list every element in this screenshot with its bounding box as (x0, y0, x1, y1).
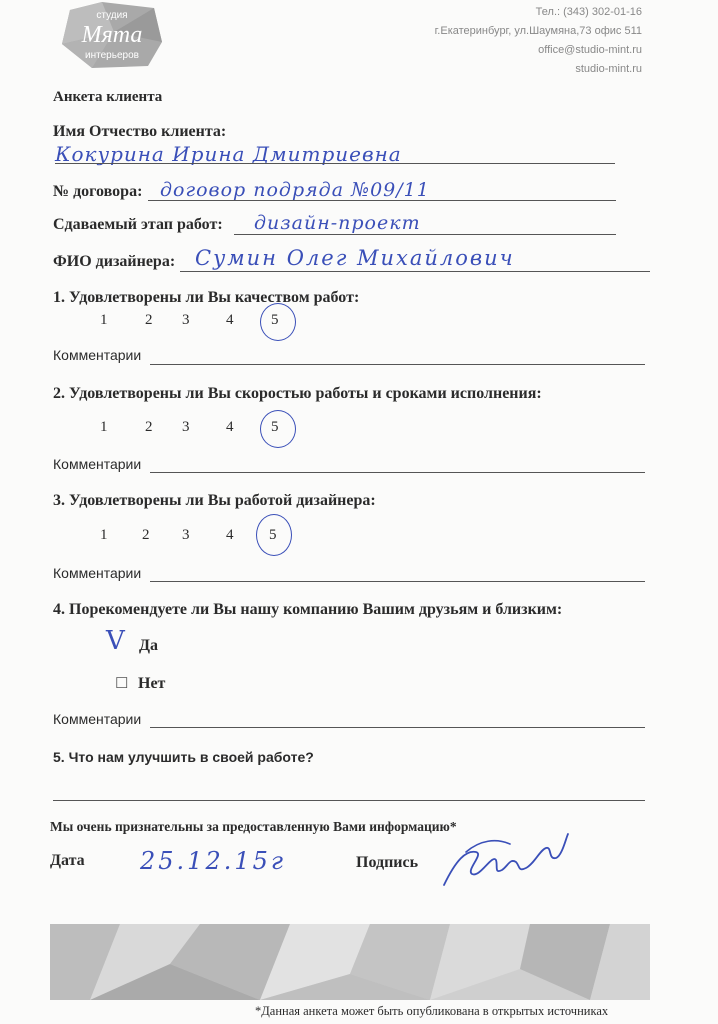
contacts-block (342, 3, 642, 79)
logo-small-bottom: интерьеров (85, 50, 139, 61)
option-no-checkbox[interactable]: ☐ (115, 675, 129, 692)
rating-2-option-2[interactable]: 2 (145, 419, 153, 435)
date-label: Дата (50, 852, 85, 869)
question-3-number: 3. (53, 492, 65, 509)
question-4 (53, 601, 562, 619)
comments-line-1[interactable] (150, 364, 645, 365)
rating-1-option-2[interactable]: 2 (145, 312, 153, 328)
question-2 (53, 385, 542, 403)
logo (62, 2, 162, 68)
comments-label-3: Комментарии (53, 565, 142, 581)
comments-label-4: Комментарии (53, 711, 142, 727)
comments-label-2: Комментарии (53, 456, 142, 472)
rating-2-option-1[interactable]: 1 (100, 419, 108, 435)
form-title: Анкета клиента (53, 89, 163, 105)
question-2-text: Удовлетворены ли Вы скоростью работы и сроками исполнения: (69, 385, 542, 402)
rating-3-option-5[interactable]: 5 (269, 527, 277, 543)
question-5 (53, 749, 314, 765)
address-text: г.Екатеринбург, ул.Шаумяна,73 офис 511 (434, 25, 642, 37)
question-4-number: 4. (53, 601, 65, 618)
designer-value: Сумин Олег Михайлович (195, 246, 515, 270)
thanks-text: Мы очень признательны за предоставленную Вами информацию* (50, 819, 457, 834)
rating-3-selected-circle (256, 514, 292, 556)
comments-line-4[interactable] (150, 727, 645, 728)
rating-1-option-4[interactable]: 4 (226, 312, 234, 328)
phone-text: Тел.: (343) 302-01-16 (535, 6, 642, 18)
rating-2-option-4[interactable]: 4 (226, 419, 234, 435)
contract-label: № договора: (53, 183, 143, 200)
option-no-label[interactable]: Нет (138, 675, 166, 692)
rating-1-option-5[interactable]: 5 (271, 312, 279, 328)
option-yes-label[interactable]: Да (139, 637, 159, 654)
comments-line-3[interactable] (150, 581, 645, 582)
stage-value: дизайн-проект (254, 212, 421, 234)
question-1 (53, 289, 359, 307)
stage-underline (234, 234, 616, 235)
question-3 (53, 492, 376, 510)
rating-1-option-3[interactable]: 3 (182, 312, 190, 328)
designer-label: ФИО дизайнера: (53, 253, 176, 270)
signature-label: Подпись (356, 854, 419, 871)
question-3-text: Удовлетворены ли Вы работой дизайнера: (69, 492, 376, 509)
rating-3-option-4[interactable]: 4 (226, 527, 234, 543)
question-4-text: Порекомендуете ли Вы нашу компанию Вашим друзьям и близким: (69, 601, 563, 618)
client-name-value: Кокурина Ирина Дмитриевна (55, 142, 402, 166)
contract-underline (148, 200, 616, 201)
rating-2-selected-circle (260, 410, 296, 448)
website-text: studio-mint.ru (575, 63, 642, 75)
signature-scribble (436, 830, 576, 890)
email-text: office@studio-mint.ru (538, 44, 642, 56)
rating-3-option-3[interactable]: 3 (182, 527, 190, 543)
designer-underline (180, 271, 650, 272)
rating-1-option-1[interactable]: 1 (100, 312, 108, 328)
client-name-label: Имя Отчество клиента: (53, 123, 227, 140)
date-value: 25.12.15г (140, 847, 287, 875)
question-2-number: 2. (53, 385, 65, 402)
contract-value: договор подряда №09/11 (160, 179, 430, 201)
decorative-polygon-band (50, 924, 650, 1000)
disclaimer-text: *Данная анкета может быть опубликована в открытых источниках (255, 1004, 609, 1018)
logo-small-top: студия (96, 10, 128, 21)
comments-label-1: Комментарии (53, 347, 142, 363)
rating-1-selected-circle (260, 303, 296, 341)
question-5-number: 5. (53, 749, 65, 765)
question-1-number: 1. (53, 289, 65, 306)
stage-label: Сдаваемый этап работ: (53, 216, 223, 233)
rating-3-option-1[interactable]: 1 (100, 527, 108, 543)
rating-3-option-2[interactable]: 2 (142, 527, 150, 543)
rating-2-option-3[interactable]: 3 (182, 419, 190, 435)
question-5-text: Что нам улучшить в своей работе? (68, 749, 314, 765)
logo-main: Мята (81, 22, 143, 48)
question-1-text: Удовлетворены ли Вы качеством работ: (69, 289, 360, 306)
yes-checkmark: V (106, 626, 125, 656)
client-name-underline (55, 163, 615, 164)
comments-line-2[interactable] (150, 472, 645, 473)
rating-2-option-5[interactable]: 5 (271, 419, 279, 435)
improvement-answer-line[interactable] (53, 800, 645, 801)
